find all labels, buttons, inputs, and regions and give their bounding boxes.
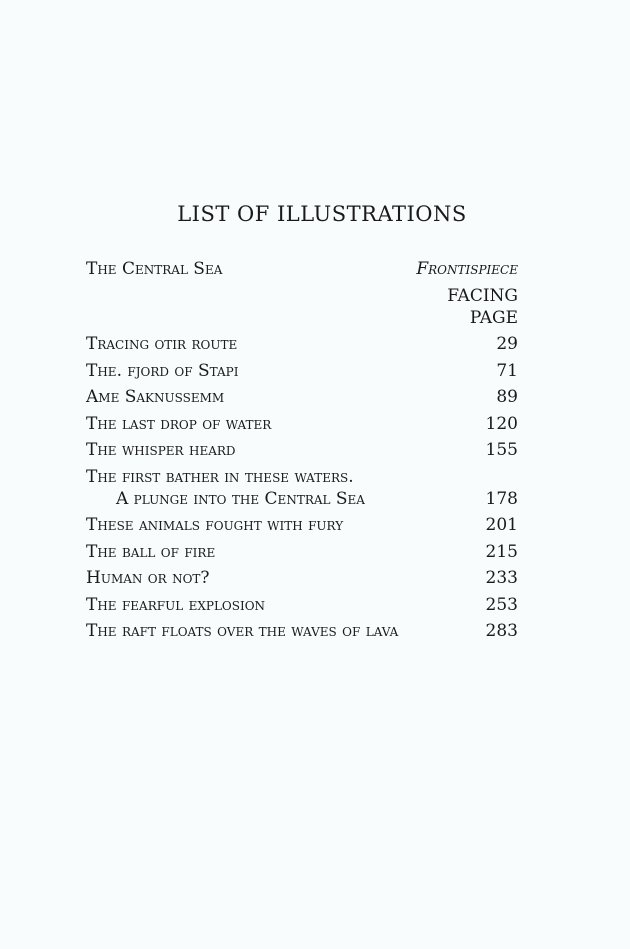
entry-label: Human or not?: [86, 568, 210, 588]
list-item: [86, 386, 518, 408]
list-item: [86, 360, 518, 382]
list-item: [86, 413, 518, 435]
entry-label: The raft floats over the waves of lava: [86, 621, 399, 641]
list-item: [86, 439, 518, 461]
entry-page: 178: [485, 488, 518, 509]
entry-label: The whisper heard: [86, 440, 236, 460]
entry-label: The Central Sea: [86, 259, 223, 279]
entry-label: The ball of fire: [86, 541, 216, 562]
entry-label: These animals fought with fury: [86, 515, 344, 535]
page-label: PAGE: [469, 307, 518, 328]
entry-page: 71: [496, 360, 518, 381]
entry-page: 283: [485, 621, 518, 641]
list-item: [86, 514, 518, 536]
list-item: [86, 620, 518, 642]
entry-label: Tracing otir route: [86, 334, 238, 354]
entry-page: 201: [485, 515, 518, 535]
list-item: [86, 594, 518, 616]
entry-label: The. fjord of Stapi: [86, 360, 239, 381]
list-item: [86, 333, 518, 355]
entry-page: 253: [485, 594, 518, 615]
entry-label: The last drop of water: [86, 413, 272, 434]
illustrations-list: [86, 258, 518, 647]
page-title: LIST OF ILLUSTRATIONS: [177, 202, 467, 226]
entry-page: 233: [485, 568, 518, 588]
entry-label-line-1: The first bather in these waters.: [86, 466, 354, 487]
entry-page: 120: [485, 413, 518, 434]
entry-page: 29: [496, 334, 518, 354]
list-item: [86, 466, 518, 510]
list-item: [86, 541, 518, 563]
entry-label: The fearful explosion: [86, 594, 266, 615]
entry-page: 155: [485, 440, 518, 460]
entry-label: [86, 466, 365, 510]
entry-label-line-2: A plunge into the Central Sea: [116, 488, 365, 509]
list-item: [86, 567, 518, 589]
entry-page: Frontispiece: [416, 259, 518, 279]
facing-label: FACING: [447, 285, 518, 306]
frontispiece-entry: [86, 258, 518, 280]
entry-page: 89: [496, 387, 518, 407]
entry-page: 215: [485, 541, 518, 562]
entry-label: Ame Saknussemm: [86, 387, 225, 407]
facing-page-header: [86, 285, 518, 329]
